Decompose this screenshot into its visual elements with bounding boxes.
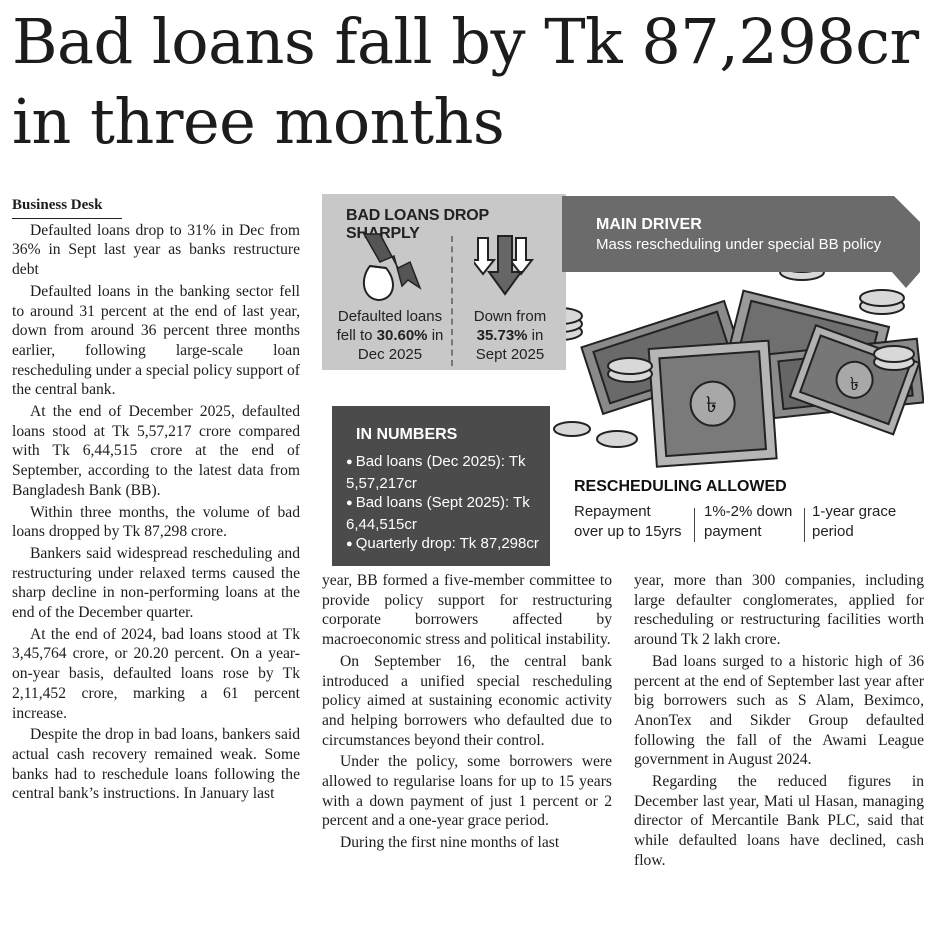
stat-value: 30.60% (376, 327, 428, 344)
article-column-1 (12, 196, 300, 806)
rescheduling-panel (554, 468, 924, 568)
cash-stack-illustration (532, 254, 924, 474)
stat-sept (460, 307, 560, 364)
stat-text: Defaulted loans fell to (336, 308, 443, 344)
driver-panel (562, 196, 920, 272)
rescheduling-title: RESCHEDULING ALLOWED (574, 478, 787, 495)
paragraph: At the end of 2024, bad loans stood at Tk 3,45,764 crore, or 20.20 percent. On a year-on-year basis, defaulted loans rose by Tk 2,11,452 crore, marking a 61 percent increase. (12, 625, 300, 722)
stat-text: in Sept 2025 (475, 327, 545, 363)
driver-title: MAIN DRIVER (596, 216, 702, 233)
deck: Defaulted loans drop to 31% in Dec from 36% in Sept last year as banks restructure debt (12, 221, 300, 279)
folded-corner (894, 196, 924, 226)
driver-subtitle: Mass rescheduling under special BB policy (596, 236, 882, 253)
drop-panel (322, 194, 566, 370)
drop-title: BAD LOANS DROP SHARPLY (346, 207, 489, 242)
byline: Business Desk (12, 197, 103, 213)
list-item: ● Quarterly drop: Tk 87,298cr (346, 534, 550, 556)
money-bag-down-icon (358, 232, 438, 304)
infographic (322, 194, 924, 568)
paragraph: Bad loans surged to a historic high of 36 percent at the end of September last year after big borrowers such as S Alam, Beximco, AnonTex and Sikder Group defaulted following the fall of the Awami League government in August 2024. (634, 652, 924, 769)
paragraph: Despite the drop in bad loans, bankers said actual cash recovery remained weak. Some banks had to reschedule loans following the central bank’s instructions. In January last (12, 726, 300, 803)
stat-text: Down from (473, 308, 547, 325)
paragraph: Regarding the reduced figures in December last year, Mati ul Hasan, managing director of Mercantile Bank PLC, said that while defaulted loans have declined, cash flow. (634, 773, 924, 869)
list-item: ● Bad loans (Dec 2025): Tk 5,57,217cr (346, 452, 550, 493)
paragraph: Within three months, the volume of bad loans dropped by Tk 87,298 crore. (12, 503, 300, 541)
list-item: ● Bad loans (Sept 2025): Tk 6,44,515cr (346, 493, 550, 534)
stat-dec (330, 307, 450, 364)
numbers-list (346, 452, 550, 556)
rescheduling-item: Repayment over up to 15yrs (574, 503, 682, 540)
rescheduling-item: 1-year grace period (812, 503, 897, 540)
paragraph: Bankers said widespread rescheduling and restructuring under relaxed terms caused the sharp decline in non-performing loans at the end of the December quarter. (12, 544, 300, 622)
pointer (892, 272, 920, 288)
divider (451, 236, 453, 366)
numbers-title: IN NUMBERS (356, 426, 458, 443)
paragraph: year, BB formed a five-member committee to provide policy support for restructuring corporate borrowers affected by macroeconomic stress and political instability. (322, 572, 612, 649)
rescheduling-item: 1%-2% down payment (704, 503, 793, 540)
article-column-2 (322, 571, 612, 855)
paragraph: Under the policy, some borrowers were allowed to regularise loans for up to 15 years with a down payment of just 1 percent or 2 percent and a one-year grace period. (322, 753, 612, 830)
currency-symbol: ৳ (706, 393, 717, 418)
stat-value: 35.73% (476, 327, 528, 344)
article-column-3 (634, 571, 924, 873)
currency-symbol: ৳ (850, 374, 859, 395)
numbers-panel (332, 406, 550, 566)
byline-rule (12, 218, 122, 219)
down-arrows-icon (474, 234, 538, 298)
stat-text: in Dec 2025 (357, 327, 444, 363)
paragraph: Defaulted loans in the banking sector fell to around 31 percent at the end of last year, down from around 36 percent three months earlier, following large-scale loan rescheduling under a special policy support of the central bank. (12, 282, 300, 399)
separator (694, 508, 695, 542)
headline: Bad loans fall by Tk 87,298cr in three months (12, 5, 919, 158)
paragraph: At the end of December 2025, defaulted loans stood at Tk 5,57,217 crore compared with Tk 6,44,515 crore at the end of September, according to the latest data from Bangladesh Bank (BB). (12, 403, 300, 499)
separator (804, 508, 805, 542)
paragraph: During the first nine months of last (340, 834, 560, 852)
paragraph: year, more than 300 companies, including large defaulter conglomerates, applied for rescheduling or restructuring facilities worth around Tk 2 lakh crore. (634, 572, 924, 649)
paragraph: On September 16, the central bank introduced a unified special rescheduling policy aimed at sustaining economic activity and helping borrowers who defaulted due to circumstances beyond their control. (322, 652, 612, 749)
